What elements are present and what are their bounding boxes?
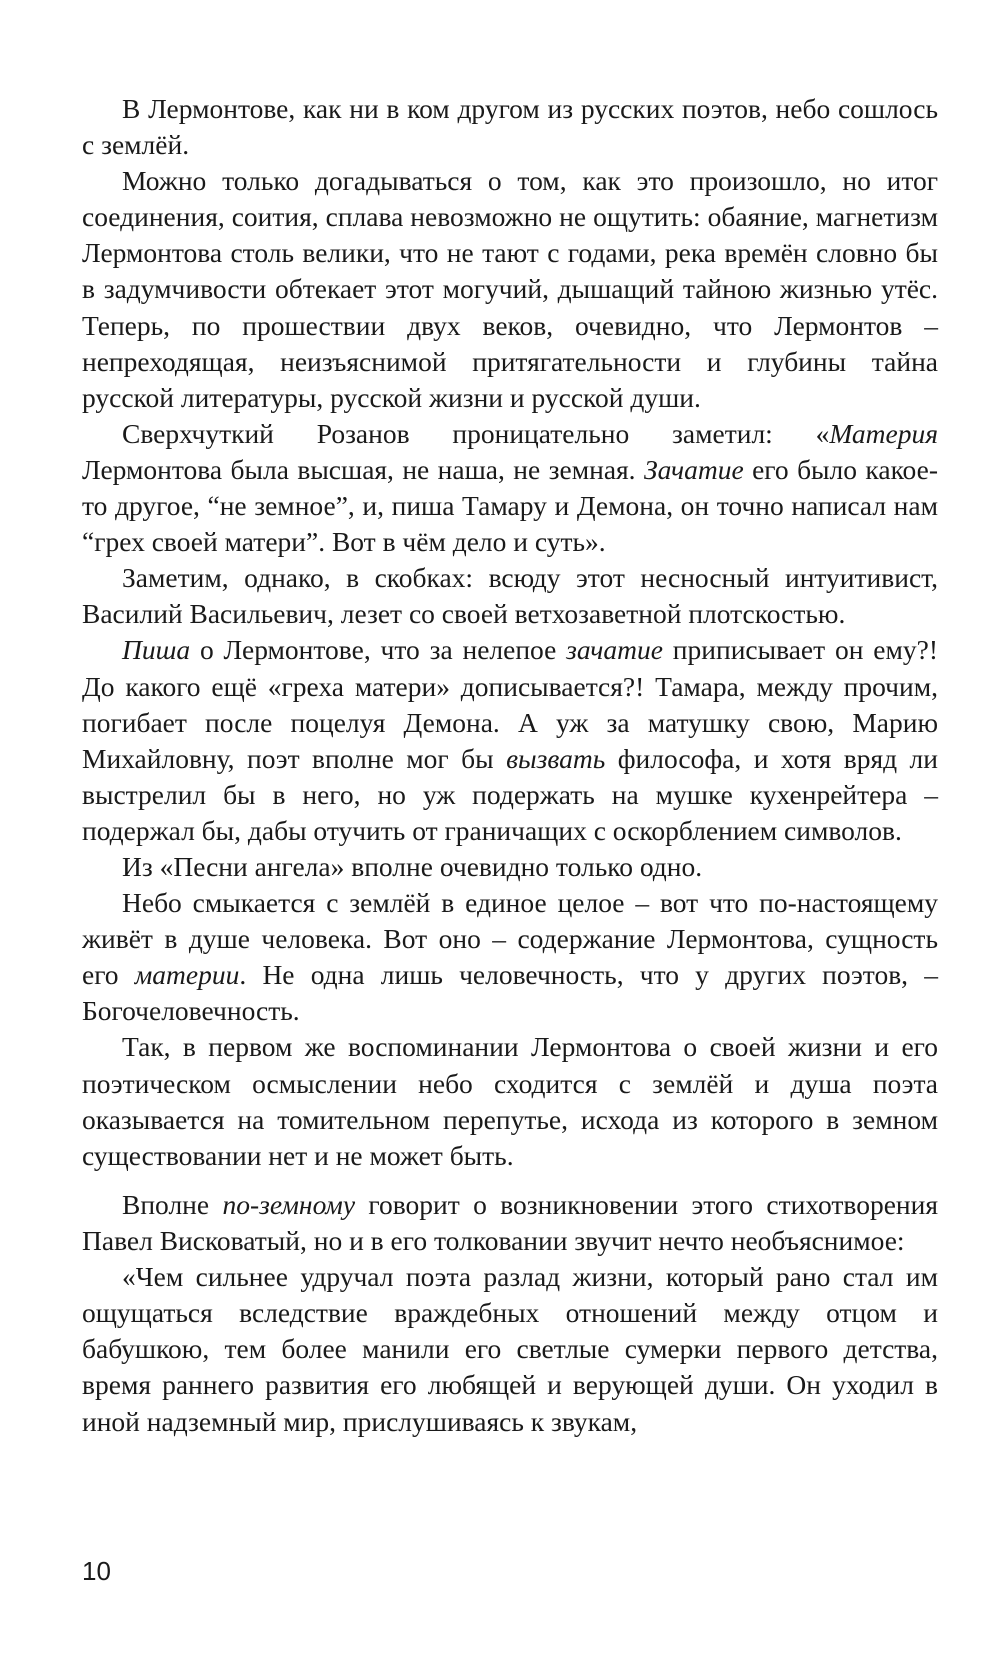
text-run: Лермонтова была высшая, не наша, не земная. [82,453,644,485]
paragraph [82,416,938,560]
italic-text: Пиша [122,634,191,666]
italic-text: по-земному [222,1189,356,1220]
text-run: Сверхчуткий Розанов проницательно заметил: « [122,417,830,449]
italic-text: зачатие [566,634,663,666]
paragraph [82,91,938,163]
text-run: о Лермонтове, что за нелепое [190,634,567,666]
paragraph [82,560,938,632]
text-run: Небо смыкается с землёй в единое целое – вот что по-настоящему живёт в душе человека. Вот оно – содержание Лермонтова, сущность его [82,887,938,991]
text-run: философа, и хотя вряд ли выстрелил бы в него, но уж подержать на мушке кухенрейтера – подержал бы, дабы отучить от граничащих с оскорблением символов. [82,742,938,846]
paragraph [82,849,938,885]
italic-text: материи [134,959,240,991]
text-run: . Не одна лишь человечность, что у других поэтов, – Богочеловечность. [82,959,938,1027]
page-number: 10 [82,1556,111,1586]
text-run: Вполне [122,1189,223,1220]
paragraph [82,1187,938,1259]
paragraph [82,885,938,1029]
text-run: В Лермонтове, как ни в ком другом из русских поэтов, небо сошлось с землёй. [82,93,938,161]
second-section-text [82,1187,938,1440]
paragraph [82,632,938,849]
text-run: Заметим, однако, в скобках: всюду этот несносный интуитивист, Василий Васильевич, лезет со своей ветхозаветной плотскостью. [82,562,938,630]
text-run: «Чем сильнее удручал поэта разлад жизни, который рано стал им ощущаться вследствие враждебных отношений между отцом и бабушкою, тем более манили его светлые сумерки первого детства, время раннего развития его любящей и верующей души. Он уходил в иной надземный мир, прислушиваясь к звукам, [82,1261,938,1437]
paragraph [82,1029,938,1173]
text-run: его было какое-то другое, “не земное”, и, пиша Тамару и Демона, он точно написал нам “грех своей матери”. Вот в чём дело и суть». [82,453,938,558]
main-text [82,91,938,1174]
text-run: Так, в первом же воспоминании Лермонтова о своей жизни и его поэтическом осмыслении небо сходится с землёй и душа поэта оказывается на томительном перепутье, исхода из которого в земном существовании нет и не может быть. [82,1031,938,1171]
italic-text: Зачатие [643,453,744,485]
text-run: говорит о возникновении этого стихотворения Павел Висковатый, но и в его толковании звучит нечто необъяснимое: [82,1189,939,1257]
text-run: Из «Песни ангела» вполне очевидно только одно. [122,850,703,882]
italic-text: вызвать [506,742,606,774]
paragraph [82,163,938,416]
text-run: Можно только догадываться о том, как это произошло, но итог соединения, соития, сплава невозможно не ощутить: обаяние, магнетизм Лермонтова столь велики, что не тают с годами, река времён словно бы в задумчивости обтекает этот могучий, дышащий тайною жизнью утёс. Теперь, по прошествии двух веков, очевидно, что Лермонтов – непреходящая, неизъяснимой притягательности и глубины тайна русской литературы, русской жизни и русской души. [82,165,938,413]
paragraph [82,1259,938,1439]
italic-text: Материя [829,417,938,449]
text-run: приписывает он ему?! До какого ещё «греха матери» дописывается?! Тамара, между прочим, погибает после поцелуя Демона. А уж за матушку свою, Марию Михайловну, поэт вполне мог бы [82,634,938,774]
